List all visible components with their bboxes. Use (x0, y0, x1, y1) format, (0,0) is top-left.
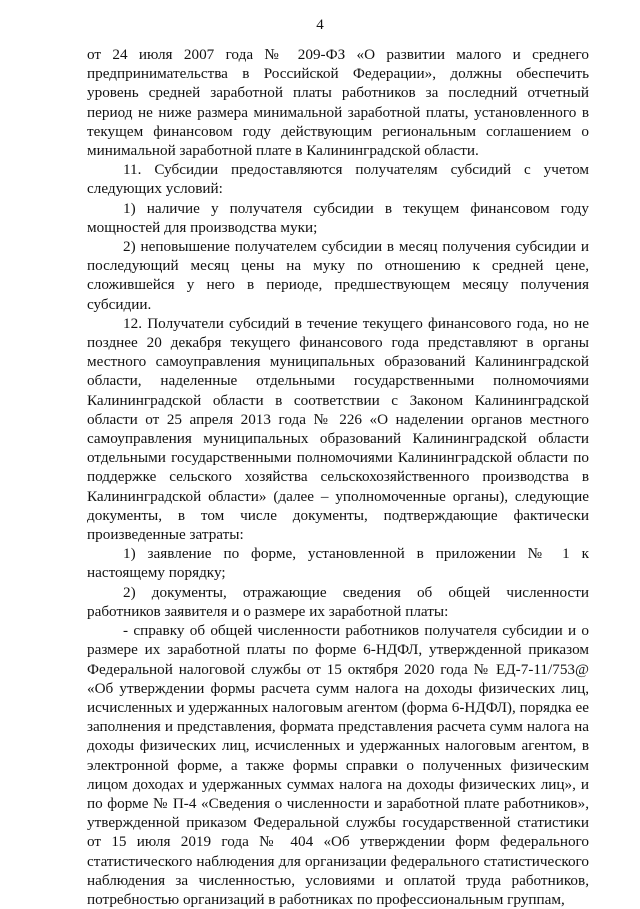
document-body (87, 45, 589, 909)
paragraph-document-2: 2) документы, отражающие сведения об общей численности работников заявителя и о размере их заработной платы: (87, 583, 589, 620)
paragraph-document-1: 1) заявление по форме, установленной в приложении № 1 к настоящему порядку; (87, 545, 589, 582)
paragraph-item-11: 11. Субсидии предоставляются получателям субсидий с учетом следующих условий: (87, 161, 589, 198)
paragraph-item-12: 12. Получатели субсидий в течение текущего финансового года, но не позднее 20 декабря текущего финансового года представляют в органы местного самоуправления муниципальных образований Калининградской области, наделенные отдельными государственными полномочиями Калининградской области в соответствии с Законом Калининградской области от 25 апреля 2013 года № 226 «О наделении органов местного самоуправления муниципальных образований Калининградской области отдельными государственными полномочиями Калининградской области по поддержке сельского хозяйства сельскохозяйственного производства в Калининградской области» (далее – уполномоченные органы), следующие документы, в том числе документы, подтверждающие фактически произведенные затраты: (87, 314, 589, 544)
paragraph-continuation: от 24 июля 2007 года № 209-ФЗ «О развитии малого и среднего предпринимательства в Российской Федерации», должны обеспечить уровень средней заработной платы работников за последний отчетный период не ниже размера минимальной заработной платы, установленного в текущем финансовом году действующим региональным соглашением о минимальной заработной плате в Калининградской области. (87, 46, 589, 160)
paragraph-condition-1: 1) наличие у получателя субсидии в текущем финансовом году мощностей для производства муки; (87, 199, 589, 236)
paragraph-certificate: - справку об общей численности работников получателя субсидии и о размере их заработной платы по форме 6-НДФЛ, утвержденной приказом Федеральной налоговой службы от 15 октября 2020 года № ЕД-7-11/753@ «Об утверждении формы расчета сумм налога на доходы физических лиц, исчисленных и удержанных налоговым агентом (форма 6-НДФЛ), порядка ее заполнения и представления, формата представления расчета сумм налога на доходы физических лиц, исчисленных и удержанных налоговым агентом, в электронной форме, а также формы справки о полученных физическим лицом доходах и удержанных суммах налога на доходы физических лиц», и по форме № П-4 «Сведения о численности и заработной плате работников», утвержденной приказом Федеральной службы государственной статистики от 15 июля 2019 года № 404 «Об утверждении форм федерального статистического наблюдения для организации федерального статистического наблюдения за численностью, условиями и оплатой труда работников, потребностью организаций в работниках по профессиональным группам, (87, 622, 589, 908)
page-number: 4 (316, 17, 324, 33)
paragraph-condition-2: 2) неповышение получателем субсидии в месяц получения субсидии и последующий месяц цены на муку по отношению к средней цене, сложившейся у него в периоде, предшествующем месяцу получения субсидии. (87, 238, 589, 313)
